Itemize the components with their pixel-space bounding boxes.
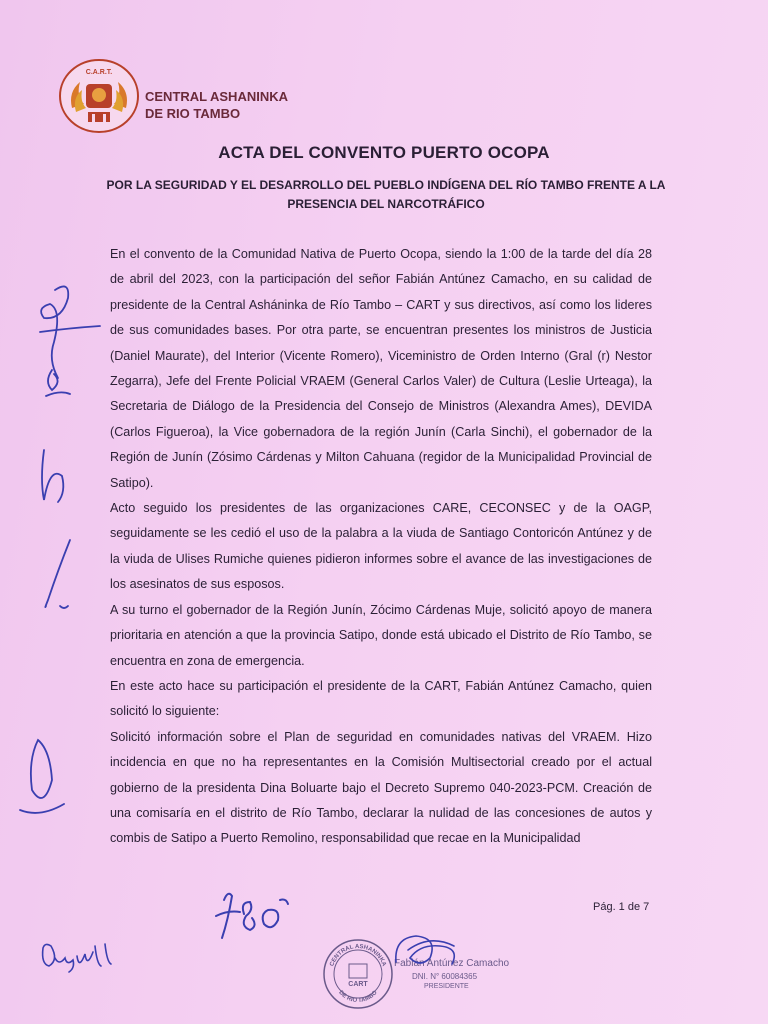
org-name-line2: DE RIO TAMBO (145, 106, 241, 121)
org-name-line1: CENTRAL ASHANINKA (145, 89, 288, 104)
logo-text: C.A.R.T. (85, 69, 113, 76)
document-subtitle: POR LA SEGURIDAD Y EL DESARROLLO DEL PUEBLO INDÍGENA DEL RÍO TAMBO FRENTE A LA PRESENCIA DEL NARCOTRÁFICO (106, 178, 666, 211)
president-stamp (390, 928, 510, 996)
initials-signature (35, 930, 120, 980)
cart-seal (322, 938, 394, 1010)
handwritten-signature (210, 880, 300, 945)
page-number: Pág. 1 de 7 (593, 901, 650, 913)
seal-bottom-text: DE RIO TAMBO (337, 989, 379, 1005)
svg-text:DE RIO TAMBO (337, 990, 379, 1004)
margin-signatures (0, 270, 110, 830)
paragraph: Solicitó información sobre el Plan de seguridad en comunidades nativas del VRAEM. Hizo incidencia en que no ha representantes en la Comisión Multisectorial creado por el actual gobierno de la presidenta Dina Boluarte bajo el Decreto Supremo 040-2023-PCM. Creación de una comisaría en el distrito de Río Tambo, declarar la nulidad de las concesiones de autos y combis de Satipo a Puerto Remolino, responsabilidad que recae en la Municipalidad (110, 729, 652, 846)
stamp-name: Fabián Antúnez Camacho (394, 958, 510, 969)
paragraph: En este acto hace su participación el presidente de la CART, Fabián Antúnez Camacho, quien solicitó lo siguiente: (110, 678, 652, 719)
seal-top-text: CENTRAL ASHANINKA (329, 943, 387, 968)
cart-logo (58, 58, 140, 134)
document-title: ACTA DEL CONVENTO PUERTO OCOPA (218, 143, 550, 162)
paragraph: A su turno el gobernador de la Región Junín, Zócimo Cárdenas Muje, solicitó apoyo de manera prioritaria en atención a que la provincia Satipo, donde está ubicado el Distrito de Río Tambo, se encuentra en zona de emergencia. (110, 602, 652, 668)
document-body (110, 242, 652, 852)
paragraph: Acto seguido los presidentes de las organizaciones CARE, CECONSEC y de la OAGP, seguidamente se les cedió el uso de la palabra a la viuda de Santiago Contoricón Antúnez y de la viuda de Ulises Rumiche quienes pidieron informes sobre el avance de las investigaciones de los asesinatos de sus esposos. (110, 501, 652, 592)
organization-name (145, 88, 288, 122)
seal-center-text: CART (348, 981, 368, 988)
stamp-dni: DNI. N° 60084365 (412, 972, 478, 981)
stamp-role: PRESIDENTE (424, 983, 469, 990)
stamp-signature (390, 928, 502, 988)
paragraph: En el convento de la Comunidad Nativa de Puerto Ocopa, siendo la 1:00 de la tarde del día 28 de abril del 2023, con la participación del señor Fabián Antúnez Camacho, en su calidad de presidente de la Central Asháninka de Río Tambo – CART y sus directivos, así como los lideres de sus comunidades bases. Por otra parte, se encuentran presentes los ministros de Justicia (Daniel Maurate), del Interior (Vicente Romero), Viceministro de Orden Interno (Gral (r) Nestor Zegarra), Jefe del Frente Policial VRAEM (General Carlos Valer) de Cultura (Leslie Urteaga), la Secretaria de Diálogo de la Presidencia del Consejo de Ministros (Alexandra Ames), DEVIDA (Carlos Figueroa), la Vice gobernadora de la región Junín (Carla Sinchi), el gobernador de la Región de Junín (Zósimo Cárdenas y Milton Cahuana (regidor de la Municipalidad Provincial de Satipo). (110, 247, 652, 490)
